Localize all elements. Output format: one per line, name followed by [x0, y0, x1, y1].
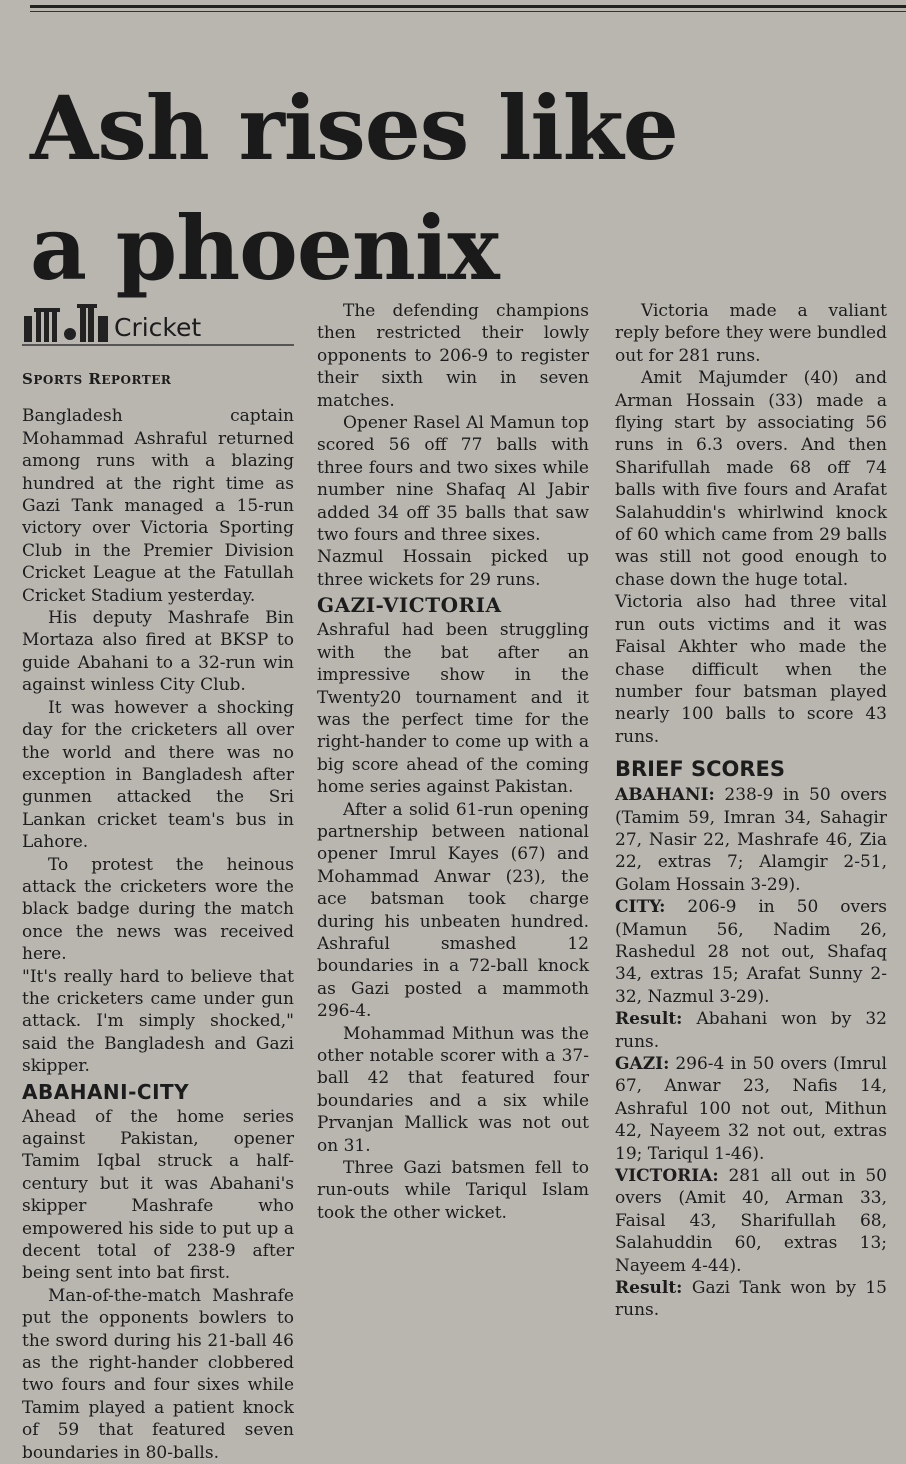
score-victoria [615, 1165, 887, 1277]
paragraph: Victoria also had three vital run outs victims and it was Faisal Akhter who made the chase difficult when the number four batsman played nearly 100 balls to score 43 runs. [615, 592, 887, 747]
score-text: 296-4 in 50 overs (Imrul 67, Anwar 23, Nafis 14, Ashraful 100 not out, Mithun 42, Nayeem 32 not out, extras 19; Tariqul 1-46). [615, 1054, 887, 1164]
paragraph: It was however a shocking day for the cricketers all over the world and there was no exception in Bangladesh after gunmen attacked the Sri Lankan cricket team's bus in Lahore. [22, 697, 294, 853]
score-city [615, 896, 887, 1008]
column-2 [317, 300, 589, 1224]
paragraph: Ahead of the home series against Pakistan, opener Tamim Iqbal struck a half-century but it was Abahani's skipper Mashrafe who empowered his side to put up a decent total of 238-9 after being sent into bat first. [22, 1106, 294, 1284]
result-text: Abahani won by 32 runs. [615, 1009, 887, 1052]
headline-line-1: Ash rises like [30, 76, 678, 180]
score-text: 206-9 in 50 overs (Mamun 56, Nadim 26, Rashedul 28 not out, Shafaq 34, extras 15; Arafat Sunny 2-32, Nazmul 3-29). [615, 897, 887, 1007]
paragraph: Man-of-the-match Mashrafe put the opponents bowlers to the sword during his 21-ball 46 as the right-hander clobbered two fours and four sixes while Tamim played a patient knock of 59 that featured seven boundaries in 80-balls. [22, 1285, 294, 1463]
score-gazi [615, 1053, 887, 1165]
cricket-logo-icon [22, 304, 112, 344]
column-3 [615, 300, 887, 1322]
byline [22, 368, 294, 391]
score-label: GAZI: [615, 1054, 670, 1074]
subheading-gazi-victoria: GAZI-VICTORIA [317, 593, 502, 618]
paragraph: Mohammad Mithun was the other notable scorer with a 37-ball 42 that featured four boundaries and a six while Prvanjan Mallick was not out on 31. [317, 1023, 589, 1156]
paragraph: After a solid 61-run opening partnership between national opener Imrul Kayes (67) and Mohammad Anwar (23), the ace batsman took charge during his unbeaten hundred. Ashraful smashed 12 boundaries in a 72-ball knock as Gazi posted a mammoth 296-4. [317, 799, 589, 1022]
byline-second-initial: R [88, 370, 102, 388]
score-label: VICTORIA: [615, 1166, 719, 1187]
paragraph: Amit Majumder (40) and Arman Hossain (33) made a flying start by associating 56 runs in 6.3 overs. And then Sharifullah made 68 off 74 balls with five fours and Arafat Salahuddin's whirlwind knock of 60 which came from 29 balls was still not good enough to chase down the huge total. [615, 368, 887, 590]
result-label: Result: [615, 1278, 683, 1299]
paragraph: Victoria made a valiant reply before they were bundled out for 281 runs. [615, 301, 887, 366]
score-text: 238-9 in 50 overs (Tamim 59, Imran 34, Sahagir 27, Nasir 22, Mashrafe 46, Zia 22, extras 7; Alamgir 2-51, Golam Hossain 3-29). [615, 785, 887, 895]
byline-first-initial: S [22, 370, 34, 388]
section-label: Cricket [114, 313, 202, 342]
paragraph: Nazmul Hossain picked up three wickets for 29 runs. [317, 547, 589, 590]
result-label: Result: [615, 1009, 683, 1030]
byline-second-rest: EPORTER [101, 373, 172, 387]
result-1 [615, 1008, 887, 1053]
headline-line-2: a phoenix [30, 196, 499, 300]
score-text: 281 all out in 50 overs (Amit 40, Arman 33, Faisal 43, Sharifullah 68, Salahuddin 60, extras 13; Nayeem 4-44). [615, 1166, 887, 1276]
subheading-abahani-city: ABAHANI-CITY [22, 1079, 190, 1104]
paragraph: To protest the heinous attack the cricketers wore the black badge during the match once the news was received here. [22, 854, 294, 965]
paragraph: Bangladesh captain Mohammad Ashraful returned among runs with a blazing hundred at the right time as Gazi Tank managed a 15-run victory over Victoria Sporting Club in the Premier Division Cricket League at the Fatullah Cricket Stadium yesterday. [22, 406, 294, 606]
score-abahani [615, 784, 887, 896]
byline-first-rest: PORTS [33, 373, 83, 387]
result-text: Gazi Tank won by 15 runs. [615, 1278, 887, 1321]
paragraph: Three Gazi batsmen fell to run-outs while Tariqul Islam took the other wicket. [317, 1158, 589, 1223]
paragraph: His deputy Mashrafe Bin Mortaza also fired at BKSP to guide Abahani to a 32-run win against winless City Club. [22, 608, 294, 696]
score-label: CITY: [615, 897, 666, 918]
top-rule [30, 5, 906, 8]
paragraph: "It's really hard to believe that the cricketers came under gun attack. I'm simply shocked," said the Bangladesh and Gazi skipper. [22, 966, 294, 1077]
paragraph: Opener Rasel Al Mamun top scored 56 off 77 balls with three fours and two sixes while number nine Shafaq Al Jabir added 34 off 35 balls that saw two fours and three sixes. [317, 413, 589, 546]
headline [30, 68, 890, 308]
paragraph: Ashraful had been struggling with the bat after an impressive show in the Twenty20 tournament and it was the perfect time for the right-hander to come up with a big score ahead of the coming home series against Pakistan. [317, 620, 589, 798]
paragraph: The defending champions then restricted their lowly opponents to 206-9 to register their sixth win in seven matches. [317, 301, 589, 411]
result-2 [615, 1277, 887, 1322]
section-logo [22, 300, 294, 346]
column-1 [22, 300, 294, 1464]
score-label: ABAHANI: [615, 785, 715, 806]
top-rule-thin [30, 11, 906, 12]
brief-scores-heading: BRIEF SCORES [615, 757, 786, 782]
